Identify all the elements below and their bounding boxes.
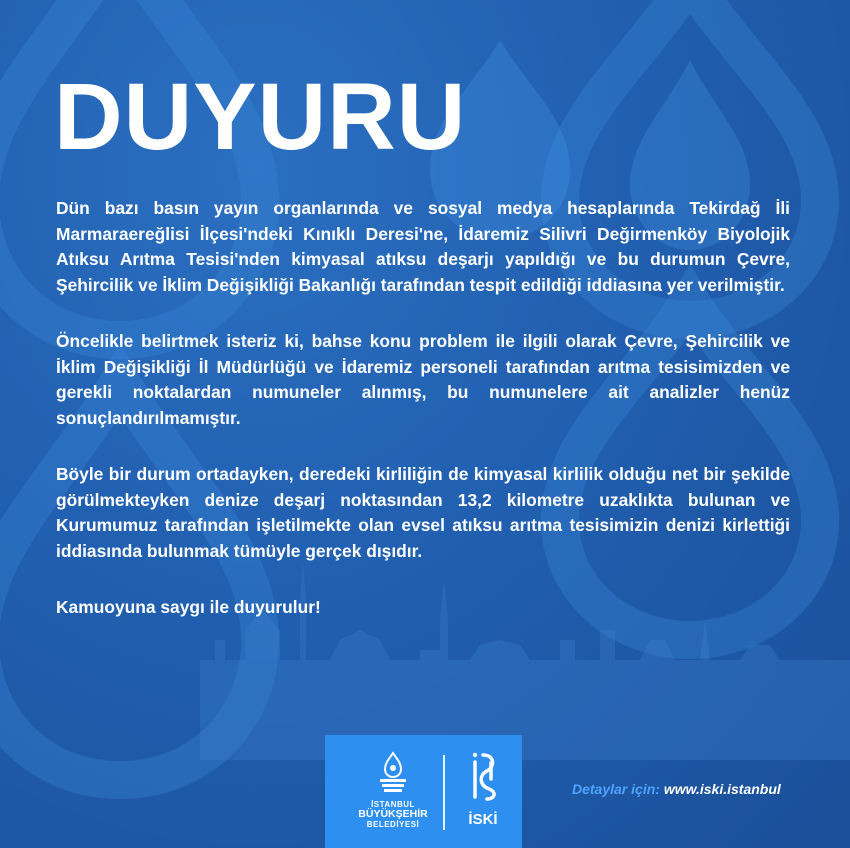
announcement-body <box>56 196 790 652</box>
closing-line: Kamuoyuna saygı ile duyurulur! <box>56 597 321 617</box>
paragraph: Öncelikle belirtmek isteriz ki, bahse konu problem ile ilgili olarak Çevre, Şehircilik ve İklim Değişikliği İl Müdürlüğü ve İdaremiz personeli tarafından arıtma tesisimizden ve gerekli noktalardan numuneler alınmış, bu numunelere ait analizler henüz sonuçlandırılmamıştır. <box>56 331 790 428</box>
logo-panel <box>325 735 522 848</box>
ibb-logo-line: BELEDİYESİ <box>366 820 420 829</box>
paragraph: Dün bazı basın yayın organlarında ve sosyal medya hesaplarında Tekirdağ İli Marmaraereğlisi İlçesi'ndeki Kınıklı Deresi'ne, İdaremiz Silivri Değirmenköy Biyolojik Atıksu Arıtma Tesisi'nden kimyasal atıksu deşarjı yapıldığı ve bu durumun Çevre, Şehircilik ve İklim Değişikliği Bakanlığı tarafından tespit edildiği iddiasına yer verilmiştir. <box>56 198 790 295</box>
ibb-logo <box>353 751 433 829</box>
details-prefix: Detaylar için: <box>572 781 660 797</box>
ibb-logo-line: BÜYÜKŞEHİR <box>358 808 428 820</box>
ibb-logo-line: İSTANBUL <box>371 800 415 809</box>
details-link[interactable] <box>572 781 781 797</box>
page-title: DUYURU <box>54 64 467 170</box>
paragraph: Böyle bir durum ortadayken, deredeki kirliliğin de kimyasal kirlilik olduğu net bir şekilde görülmekteyken denize deşarj noktasından 13,2 kilometre uzaklıkta bulunan ve Kurumumuz tarafından işletilmekte olan evsel atıksu arıtma tesisimizin denizi kirlettiği iddiasında bulunmak tümüyle gerçek dışıdır. <box>56 464 790 561</box>
ibb-tulip-emblem-icon <box>376 751 410 795</box>
iski-emblem-icon <box>465 749 501 803</box>
iski-logo <box>461 749 505 828</box>
logo-divider <box>443 755 445 830</box>
details-url[interactable]: www.iski.istanbul <box>663 781 781 797</box>
iski-logo-label: İSKİ <box>468 811 498 828</box>
